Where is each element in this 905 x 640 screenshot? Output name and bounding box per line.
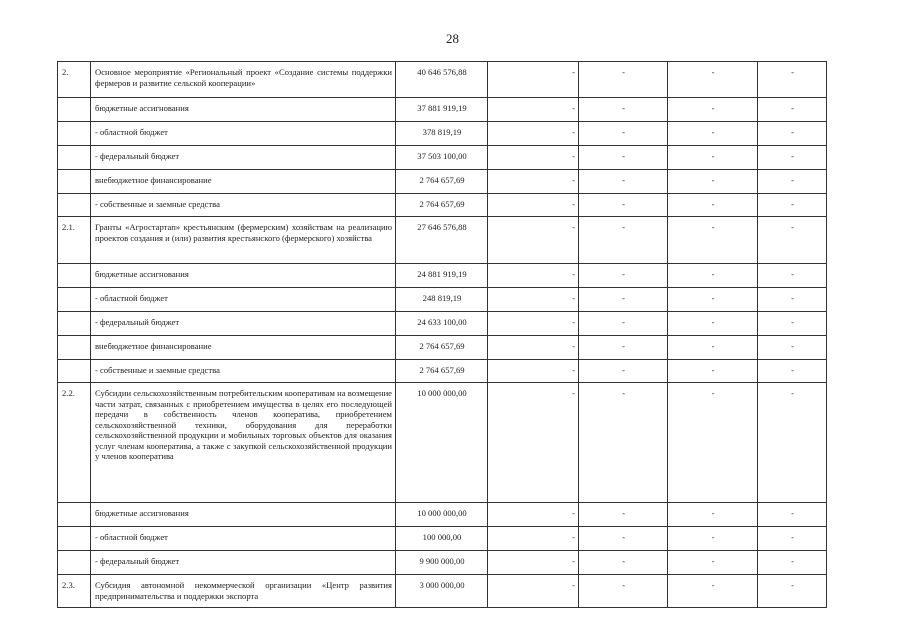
row-number-cell	[58, 312, 91, 336]
table-row	[58, 288, 827, 312]
row-empty-value-cell: -	[668, 217, 758, 264]
row-amount-cell: 2 764 657,69	[396, 170, 488, 194]
row-amount-cell: 24 881 919,19	[396, 264, 488, 288]
row-description-cell: Основное мероприятие «Региональный проект «Создание системы поддержки фермеров и развитие сельской кооперации»	[91, 62, 396, 98]
row-empty-value-cell: -	[668, 383, 758, 503]
row-empty-value-cell: -	[668, 264, 758, 288]
row-number-cell: 2.3.	[58, 575, 91, 608]
row-amount-cell: 37 881 919,19	[396, 98, 488, 122]
table-row	[58, 146, 827, 170]
row-empty-value-cell: -	[668, 170, 758, 194]
row-empty-value-cell: -	[579, 62, 668, 98]
row-empty-value-cell: -	[579, 575, 668, 608]
row-number-cell: 2.	[58, 62, 91, 98]
row-amount-cell: 2 764 657,69	[396, 336, 488, 360]
row-empty-value-cell: -	[758, 98, 827, 122]
row-empty-value-cell: -	[668, 122, 758, 146]
row-empty-value-cell: -	[579, 122, 668, 146]
row-empty-value-cell: -	[758, 527, 827, 551]
row-empty-value-cell: -	[758, 503, 827, 527]
row-number-cell	[58, 98, 91, 122]
row-empty-value-cell: -	[758, 575, 827, 608]
row-description-cell: Субсидия автономной некоммерческой организации «Центр развития предпринимательства и поддержки экспорта	[91, 575, 396, 608]
row-amount-cell: 9 900 000,00	[396, 551, 488, 575]
row-empty-value-cell: -	[668, 98, 758, 122]
row-amount-cell: 2 764 657,69	[396, 360, 488, 383]
row-amount-cell: 10 000 000,00	[396, 383, 488, 503]
row-empty-value-cell: -	[579, 146, 668, 170]
row-number-cell	[58, 122, 91, 146]
row-number-cell	[58, 503, 91, 527]
row-empty-value-cell: -	[579, 264, 668, 288]
row-number-cell	[58, 288, 91, 312]
row-empty-value-cell: -	[758, 312, 827, 336]
row-empty-value-cell: -	[579, 98, 668, 122]
row-empty-value-cell: -	[668, 146, 758, 170]
row-description-cell: - собственные и заемные средства	[91, 360, 396, 383]
row-empty-value-cell: -	[758, 551, 827, 575]
row-empty-value-cell: -	[488, 194, 579, 217]
row-empty-value-cell: -	[579, 527, 668, 551]
row-empty-value-cell: -	[758, 264, 827, 288]
table-row	[58, 194, 827, 217]
row-number-cell	[58, 527, 91, 551]
budget-table	[57, 61, 827, 608]
row-amount-cell: 27 646 576,88	[396, 217, 488, 264]
row-empty-value-cell: -	[668, 527, 758, 551]
table-row	[58, 170, 827, 194]
row-empty-value-cell: -	[758, 336, 827, 360]
row-description-cell: бюджетные ассигнования	[91, 503, 396, 527]
row-empty-value-cell: -	[668, 194, 758, 217]
row-empty-value-cell: -	[488, 264, 579, 288]
row-empty-value-cell: -	[668, 360, 758, 383]
table-row	[58, 336, 827, 360]
row-empty-value-cell: -	[488, 146, 579, 170]
row-empty-value-cell: -	[488, 503, 579, 527]
table-row	[58, 575, 827, 608]
row-empty-value-cell: -	[668, 503, 758, 527]
row-empty-value-cell: -	[758, 383, 827, 503]
row-empty-value-cell: -	[668, 575, 758, 608]
row-description-cell: Гранты «Агростартап» крестьянским (фермерским) хозяйствам на реализацию проектов создания и (или) развития крестьянского (фермерского) хозяйства	[91, 217, 396, 264]
row-empty-value-cell: -	[758, 122, 827, 146]
row-empty-value-cell: -	[488, 312, 579, 336]
row-empty-value-cell: -	[758, 288, 827, 312]
row-empty-value-cell: -	[758, 360, 827, 383]
row-empty-value-cell: -	[579, 383, 668, 503]
table-row	[58, 122, 827, 146]
row-number-cell: 2.1.	[58, 217, 91, 264]
row-amount-cell: 24 633 100,00	[396, 312, 488, 336]
table-row	[58, 527, 827, 551]
row-empty-value-cell: -	[488, 336, 579, 360]
row-empty-value-cell: -	[758, 146, 827, 170]
row-empty-value-cell: -	[579, 217, 668, 264]
row-number-cell	[58, 170, 91, 194]
row-empty-value-cell: -	[668, 288, 758, 312]
row-empty-value-cell: -	[579, 360, 668, 383]
row-empty-value-cell: -	[488, 217, 579, 264]
row-empty-value-cell: -	[488, 575, 579, 608]
page-number: 28	[446, 31, 459, 46]
row-amount-cell: 248 819,19	[396, 288, 488, 312]
row-description-cell: бюджетные ассигнования	[91, 98, 396, 122]
table-row	[58, 312, 827, 336]
row-description-cell: - федеральный бюджет	[91, 146, 396, 170]
row-description-cell: - федеральный бюджет	[91, 312, 396, 336]
row-number-cell	[58, 194, 91, 217]
row-empty-value-cell: -	[668, 336, 758, 360]
row-empty-value-cell: -	[488, 122, 579, 146]
row-amount-cell: 378 819,19	[396, 122, 488, 146]
row-empty-value-cell: -	[488, 360, 579, 383]
row-empty-value-cell: -	[488, 98, 579, 122]
row-description-cell: бюджетные ассигнования	[91, 264, 396, 288]
table-body	[58, 62, 827, 608]
row-empty-value-cell: -	[579, 336, 668, 360]
row-amount-cell: 2 764 657,69	[396, 194, 488, 217]
row-empty-value-cell: -	[488, 170, 579, 194]
row-amount-cell: 100 000,00	[396, 527, 488, 551]
row-description-cell: Субсидии сельскохозяйственным потребительским кооперативам на возмещение части затрат, связанных с приобретением имущества в целях его последующей передачи в собственность членов кооператива, приобретением сельскохозяйственной техники, оборудования для переработки сельскохозяйственной продукции и мобильных торговых объектов для оказания услуг членам кооператива, а также с закупкой сельскохозяйственной продукции у членов кооператива	[91, 383, 396, 503]
row-empty-value-cell: -	[488, 527, 579, 551]
row-description-cell: внебюджетное финансирование	[91, 336, 396, 360]
table-row	[58, 503, 827, 527]
row-amount-cell: 37 503 100,00	[396, 146, 488, 170]
row-number-cell	[58, 551, 91, 575]
row-empty-value-cell: -	[758, 62, 827, 98]
row-description-cell: - областной бюджет	[91, 527, 396, 551]
row-description-cell: - собственные и заемные средства	[91, 194, 396, 217]
table-row	[58, 62, 827, 98]
table-row	[58, 360, 827, 383]
row-empty-value-cell: -	[488, 383, 579, 503]
row-number-cell	[58, 336, 91, 360]
row-empty-value-cell: -	[668, 312, 758, 336]
row-amount-cell: 10 000 000,00	[396, 503, 488, 527]
row-empty-value-cell: -	[579, 503, 668, 527]
table-row	[58, 551, 827, 575]
table-row	[58, 383, 827, 503]
row-number-cell: 2.2.	[58, 383, 91, 503]
row-empty-value-cell: -	[579, 170, 668, 194]
row-amount-cell: 3 000 000,00	[396, 575, 488, 608]
table-row	[58, 98, 827, 122]
row-description-cell: - областной бюджет	[91, 288, 396, 312]
table-row	[58, 264, 827, 288]
row-empty-value-cell: -	[579, 288, 668, 312]
row-empty-value-cell: -	[668, 551, 758, 575]
row-empty-value-cell: -	[579, 551, 668, 575]
row-empty-value-cell: -	[488, 288, 579, 312]
row-number-cell	[58, 264, 91, 288]
row-empty-value-cell: -	[579, 194, 668, 217]
row-empty-value-cell: -	[488, 551, 579, 575]
row-empty-value-cell: -	[758, 194, 827, 217]
row-empty-value-cell: -	[668, 62, 758, 98]
row-empty-value-cell: -	[758, 170, 827, 194]
row-empty-value-cell: -	[579, 312, 668, 336]
row-description-cell: - федеральный бюджет	[91, 551, 396, 575]
row-empty-value-cell: -	[758, 217, 827, 264]
table-row	[58, 217, 827, 264]
row-empty-value-cell: -	[488, 62, 579, 98]
row-description-cell: внебюджетное финансирование	[91, 170, 396, 194]
row-amount-cell: 40 646 576,88	[396, 62, 488, 98]
row-number-cell	[58, 360, 91, 383]
row-number-cell	[58, 146, 91, 170]
row-description-cell: - областной бюджет	[91, 122, 396, 146]
